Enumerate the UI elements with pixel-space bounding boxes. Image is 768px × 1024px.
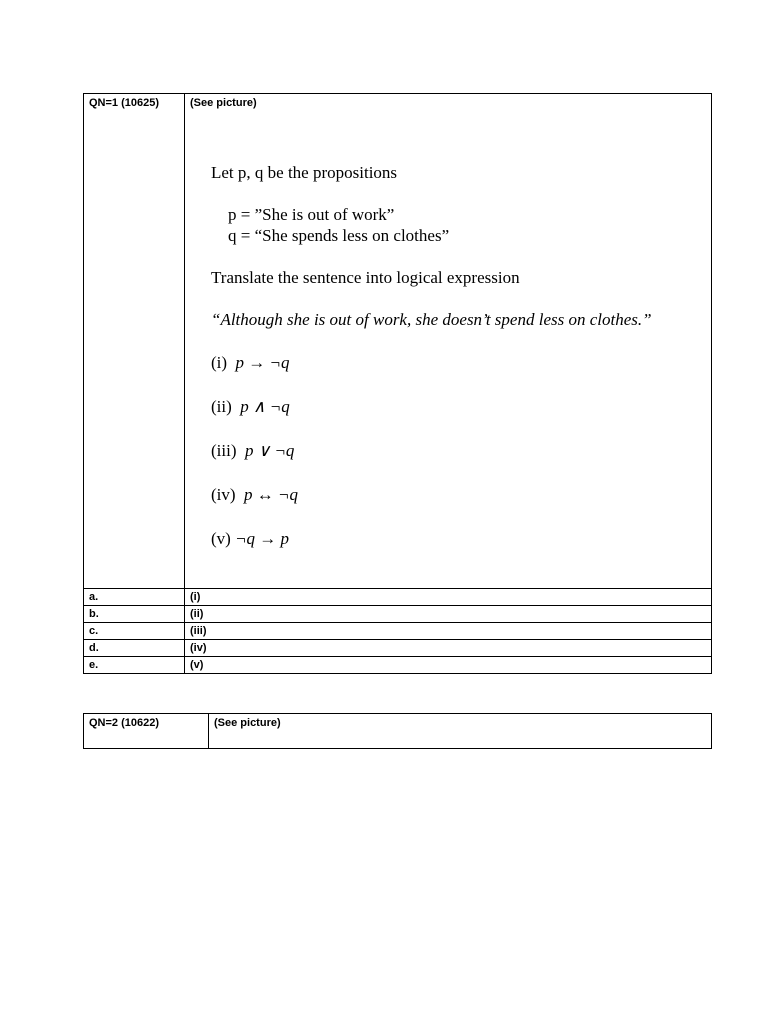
answer-key: a. — [84, 589, 185, 606]
answer-row-c[interactable] — [84, 623, 712, 640]
choice-1 — [211, 352, 290, 373]
answer-value: (iv) — [185, 640, 712, 657]
answer-key: c. — [84, 623, 185, 640]
question-1-content-cell — [185, 94, 712, 589]
answer-row-d[interactable] — [84, 640, 712, 657]
question-1-label: QN=1 (10625) — [89, 97, 160, 109]
picture-p-definition: p = ”She is out of work” — [228, 205, 395, 224]
choice-5-number: (v) — [211, 529, 231, 548]
choice-1-expression: p → ¬q — [235, 353, 290, 372]
choice-4 — [211, 484, 298, 505]
question-2-label: QN=2 (10622) — [89, 717, 160, 729]
choice-1-number: (i) — [211, 353, 228, 372]
question-2-number-cell — [84, 714, 209, 749]
choice-3 — [211, 440, 294, 461]
question-2-table — [83, 713, 712, 749]
question-2-content-cell — [209, 714, 712, 749]
choice-4-expression: p ↔ ¬q — [244, 485, 299, 504]
answer-value: (v) — [185, 657, 712, 674]
question-2-prompt: (See picture) — [214, 717, 281, 729]
picture-instruction: Translate the sentence into logical expression — [211, 268, 520, 287]
question-1-prompt: (See picture) — [190, 97, 257, 109]
question-1-number-cell — [84, 94, 185, 589]
picture-sentence: “Although she is out of work, she doesn’t spend less on clothes.” — [211, 310, 652, 329]
picture-intro: Let p, q be the propositions — [211, 163, 398, 182]
choice-5-expression: ¬q → p — [235, 529, 290, 548]
picture-q-definition: q = “She spends less on clothes” — [228, 226, 450, 245]
answer-key: d. — [84, 640, 185, 657]
answer-value: (i) — [185, 589, 712, 606]
question-1-table — [83, 93, 712, 674]
choice-2-number: (ii) — [211, 397, 232, 416]
answer-key: b. — [84, 606, 185, 623]
answer-row-a[interactable] — [84, 589, 712, 606]
answer-value: (ii) — [185, 606, 712, 623]
choice-4-number: (iv) — [211, 485, 236, 504]
answer-key: e. — [84, 657, 185, 674]
choice-3-number: (iii) — [211, 441, 237, 460]
choice-2 — [211, 396, 290, 417]
choice-5 — [211, 528, 289, 549]
choice-3-expression: p ∨ ¬q — [245, 441, 295, 460]
answer-value: (iii) — [185, 623, 712, 640]
answer-row-b[interactable] — [84, 606, 712, 623]
answer-row-e[interactable] — [84, 657, 712, 674]
choice-2-expression: p ∧ ¬q — [240, 397, 290, 416]
